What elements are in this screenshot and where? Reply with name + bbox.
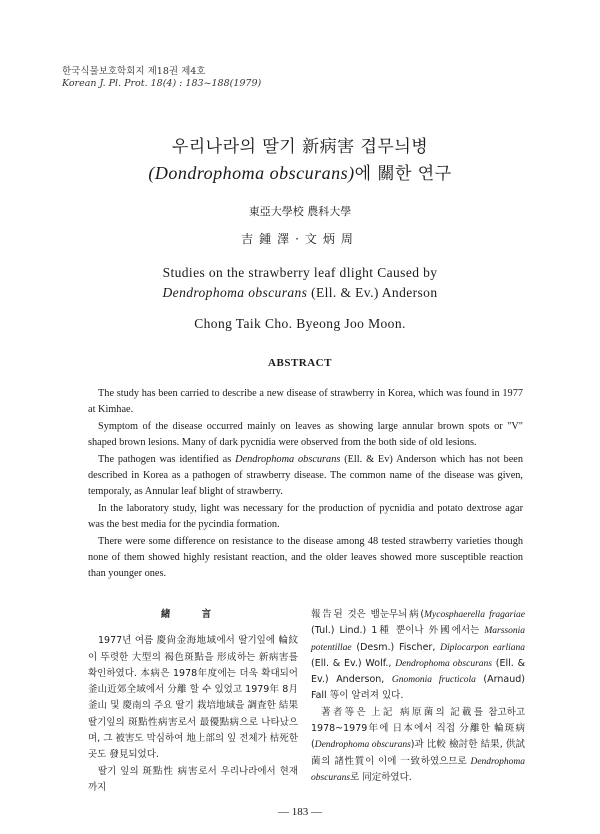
abstract-body — [88, 386, 523, 583]
body-text: 著者等은 上記 病原菌의 記載를 참고하고 1978~1979年에 日本에서 직접 分離한 輪斑病( — [311, 706, 525, 751]
left-column — [88, 607, 298, 796]
abstract-paragraph: The study has been carried to describe a new disease of strawberry in Korea, which was found in 1977 at Kimhae. — [88, 388, 523, 415]
species-name: Dendrophoma obscurans — [311, 756, 525, 783]
abstract-paragraph — [88, 452, 523, 499]
title-line-1: 우리나라의 딸기 新病害 겹무늬병 — [171, 137, 429, 157]
english-title-line-2 — [0, 283, 600, 303]
intro-paragraph-continued — [311, 607, 525, 705]
page-number: — 183 — — [278, 806, 322, 818]
body-text: 報告된 것은 뱀눈무늬病( — [311, 609, 425, 620]
body-text: (Ell. & Ev.) Anderson, — [311, 657, 525, 686]
abstract-text: (Ell. & Ev) Anderson which has not been described in Korea as a pathogen of strawberry disease. The common name of the disease was given, temporaly, as Annular leaf blight of strawberry. — [88, 454, 524, 497]
english-title — [0, 263, 600, 303]
species-name: Marssonia potentillae — [311, 626, 525, 653]
english-authors: Chong Taik Cho. Byeong Joo Moon. — [194, 316, 406, 331]
species-name: Dendrophoma obscurans — [395, 658, 492, 669]
english-title-line-2-rest: (Ell. & Ev.) Anderson — [307, 285, 438, 300]
intro-paragraph: 1977년 여름 慶尙金海地域에서 딸기잎에 輪紋이 뚜렷한 大型의 褐色斑點을 形成하는 新病害를 확인하였다. 本病은 1978年度에는 더욱 확대되어 釜山近郊全域에서 分離 할 수 있었고 1979年 8月釜山 및 慶南의 주요 딸기 栽培地域을 調査한 結果 딸기잎의 斑點性病害로서 最優點病으로 나타났으며, 그 被害도 막심하여 地上部의 잎 전체가 枯死한 곳도 發見되었다. — [88, 635, 298, 761]
species-name: Gnomonia fructicola — [391, 675, 476, 686]
body-text: (Arnaud) Fall 等이 알려져 있다. — [311, 674, 525, 702]
species-name: Diplocarpon earliana — [440, 642, 525, 653]
journal-citation-korean: 한국식물보호학회지 제18권 제4호 — [62, 66, 206, 77]
species-name: Mycosphaerella fragariae — [424, 610, 525, 620]
abstract-paragraph: Symptom of the disease occurred mainly on leaves as showing large annular brown spots or "V" shaped brown lesions. Many of dark pycnidia were observed from the both side of old lesions. — [88, 421, 523, 448]
right-column — [311, 607, 525, 786]
english-title-species: Dendrophoma obscurans — [162, 285, 308, 300]
intro-heading: 緒 言 — [160, 609, 226, 620]
abstract-text: The pathogen was identified as — [98, 454, 236, 466]
title-species: (Dondrophoma obscurans) — [148, 163, 355, 183]
affiliation: 東亞大學校 農科大學 — [248, 205, 352, 218]
species-name: Dendrophoma obscurans — [314, 740, 411, 751]
intro-paragraph: 딸기 잎의 斑點性 病害로서 우리나라에서 현재까지 — [88, 765, 298, 793]
body-text: 로 同定하였다. — [350, 771, 412, 783]
abstract-heading: ABSTRACT — [268, 357, 332, 369]
abstract-paragraph: There were some difference on resistance to the disease among 48 tested strawberry varieties though none of them showed highly resistant reaction, and the older leaves showed more susceptible reaction than younger ones. — [88, 536, 523, 579]
body-text: )과 比較 檢討한 結果, 供試菌의 諸性質이 이에 一致하였으므로 — [311, 739, 525, 767]
title-line-2 — [0, 160, 600, 187]
title-line-2-rest: 에 關한 연구 — [354, 164, 452, 184]
abstract-species: Dendrophoma obscurans — [235, 454, 341, 466]
english-title-line-1: Studies on the strawberry leaf dlight Caused by — [162, 265, 438, 280]
body-text: (Tul.) Lind.) 1種 뿐이나 外國에서는 — [311, 625, 485, 637]
abstract-paragraph: In the laboratory study, light was necessary for the production of pycnidia and potato dextrose agar was the best media for the pycindia formation. — [88, 503, 523, 530]
body-text: (Ell. & Ev.) Wolf., — [311, 657, 396, 669]
authors-korean: 吉鍾澤·文炳周 — [241, 232, 359, 246]
journal-citation — [62, 66, 261, 90]
journal-citation-english: Korean J. Pl. Prot. 18(4) : 183~188(1979) — [62, 78, 262, 89]
intro-paragraph — [311, 705, 525, 786]
paper-title — [0, 134, 600, 187]
body-text: (Desm.) Fischer, — [351, 641, 441, 653]
